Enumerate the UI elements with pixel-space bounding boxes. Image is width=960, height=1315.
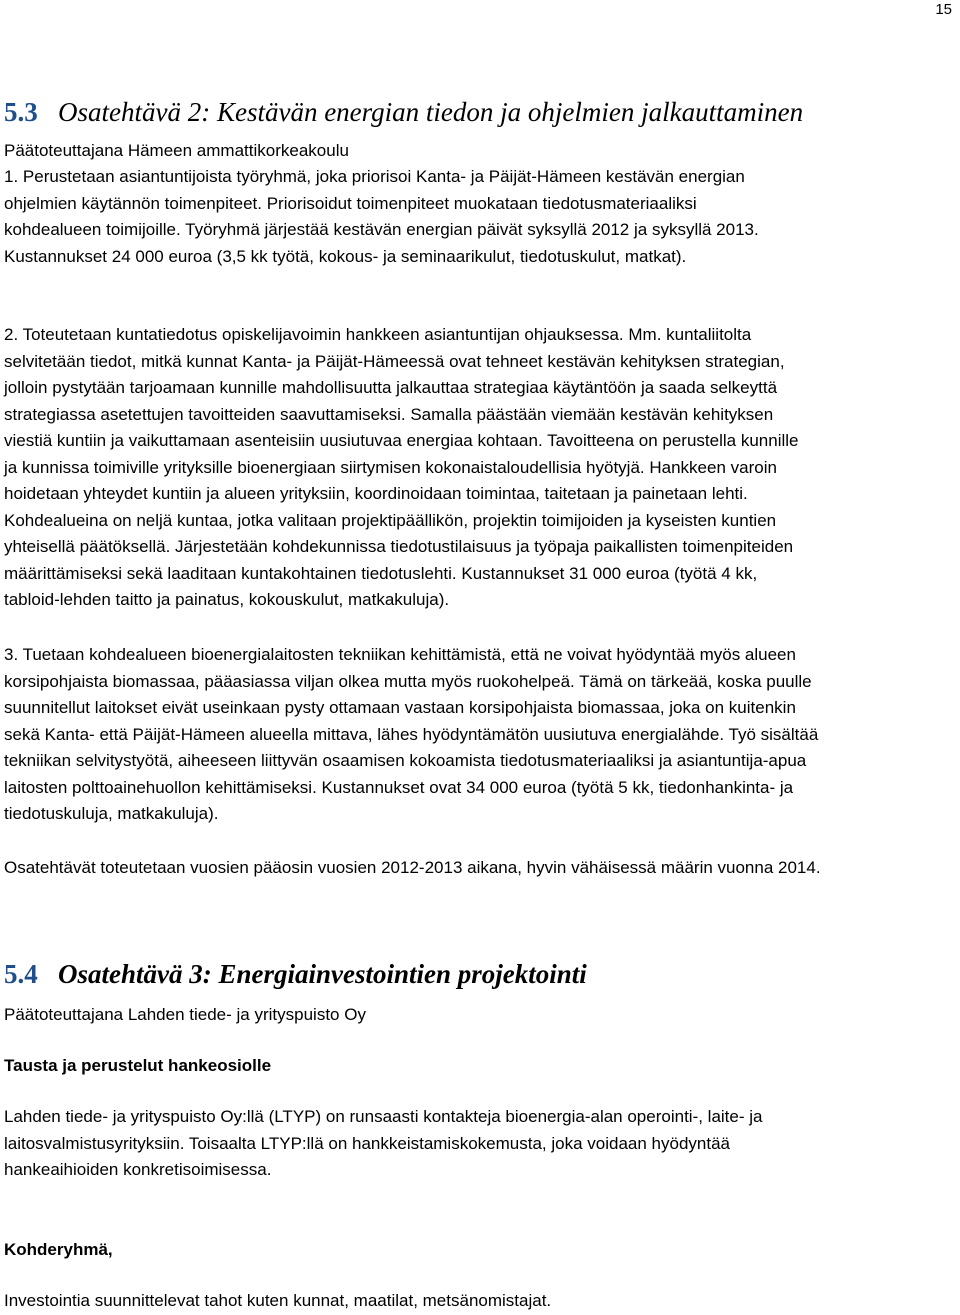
background-paragraph — [4, 1104, 960, 1184]
background-heading: Tausta ja perustelut hankeosiolle — [4, 1056, 272, 1075]
section-5-3-executor: Päätoteuttajana Hämeen ammattikorkeakoulu — [4, 141, 349, 160]
page-number: 15 — [935, 1, 952, 18]
paragraph-line: selvitetään tiedot, mitkä kunnat Kanta- ja Päijät-Hämeessä ovat tehneet kestävän kehityksen strategian, — [4, 351, 785, 371]
target-group-heading: Kohderyhmä, — [4, 1240, 113, 1259]
paragraph-line: 3. Tuetaan kohdealueen bioenergialaitosten tekniikan kehittämistä, että ne voivat hyödyntää myös alueen — [4, 645, 796, 664]
paragraph-line: tabloid-lehden taitto ja painatus, kokouskulut, matkakuluja). — [4, 590, 450, 609]
section-5-3-title: Osatehtävä 2: Kestävän energian tiedon ja ohjelmien jalkauttaminen — [58, 97, 804, 127]
section-5-3-heading — [4, 96, 803, 128]
paragraph-line: hoidetaan yhteydet kuntiin ja alueen yrityksiin, koordinoidaan toimintaa, taitetaan ja painetaan lehti. — [4, 484, 748, 503]
paragraph-line: ja kunnissa toimiville yrityksille bioenergiaan siirtymisen kokonaistaloudellisia hyötyjä. Hankkeen varoin — [4, 457, 777, 477]
paragraph-line: tekniikan selvitystyötä, aiheeseen liittyvän osaamisen kokoamista tiedotusmateriaaliksi ja asiantuntija-apua — [4, 751, 807, 770]
section-5-3-number: 5.3 — [4, 97, 38, 127]
section-5-3-item-3 — [4, 642, 960, 828]
target-group-text: Investointia suunnittelevat tahot kuten kunnat, maatilat, metsänomistajat. — [4, 1291, 552, 1310]
paragraph-line: Kohdealueina on neljä kuntaa, jotka valitaan projektipäällikön, projektin toimijoiden ja kyseisten kuntien — [4, 510, 777, 530]
paragraph-line: kohdealueen toimijoille. Työryhmä järjestää kestävän energian päivät syksyllä 2012 ja syksyllä 2013. — [4, 220, 759, 239]
paragraph-line: määrittämiseksi sekä laaditaan kuntakohtainen tiedotuslehti. Kustannukset 31 000 euroa (työtä 4 kk, — [4, 563, 758, 583]
paragraph-line: laitosvalmistusyrityksiin. Toisaalta LTYP:llä on hankkeistamiskokemusta, joka voidaan hyödyntää — [4, 1133, 730, 1153]
paragraph-line: jolloin pystytään tarjoamaan kunnille mahdollisuutta jalkauttaa strategiaa käytäntöön ja saada selkeyttä — [4, 378, 778, 397]
section-5-4-title: Osatehtävä 3: Energiainvestointien projektointi — [58, 959, 587, 989]
paragraph-line: 1. Perustetaan asiantuntijoista työryhmä, joka priorisoi Kanta- ja Päijät-Hämeen kestävän energian — [4, 167, 745, 186]
paragraph-line: tiedotuskuluja, matkakuluja). — [4, 804, 219, 823]
paragraph-line: korsipohjaista biomassaa, pääasiassa viljan olkea mutta myös ruokohelpeä. Tämä on tärkeää, koska puulle — [4, 671, 812, 691]
paragraph-line: strategiassa asetettujen tavoitteiden saavuttamiseksi. Samalla päästään viemään kestävän kehityksen — [4, 404, 774, 424]
section-5-4-executor: Päätoteuttajana Lahden tiede- ja yrityspuisto Oy — [4, 1005, 366, 1024]
section-5-3-summary: Osatehtävät toteutetaan vuosien pääosin vuosien 2012-2013 aikana, hyvin vähäisessä määrin vuonna 2014. — [4, 858, 821, 877]
paragraph-line: yhteisellä päätöksellä. Järjestetään kohdekunnissa tiedotustilaisuus ja työpaja paikallisten toimenpiteiden — [4, 537, 794, 556]
section-5-3-item-2 — [4, 322, 960, 614]
section-5-4-heading — [4, 958, 587, 990]
paragraph-line: laitosten polttoainehuollon kehittämiseksi. Kustannukset ovat 34 000 euroa (työtä 5 kk, tiedonhankinta- ja — [4, 777, 794, 797]
paragraph-line: viestiä kuntiin ja vaikuttamaan asenteisiin uusiutuvaa energiaa kohtaan. Tavoitteena on perustella kunnille — [4, 431, 799, 450]
paragraph-line: ohjelmien käytännön toimenpiteet. Priorisoidut toimenpiteet muokataan tiedotusmateriaaliksi — [4, 193, 697, 213]
paragraph-line: Lahden tiede- ja yrityspuisto Oy:llä (LTYP) on runsaasti kontakteja bioenergia-alan operointi-, laite- ja — [4, 1107, 763, 1126]
paragraph-line: sekä Kanta- että Päijät-Hämeen alueella mittava, lähes hyödyntämätön uusiutuva energialähde. Työ sisältää — [4, 724, 819, 744]
section-5-4-number: 5.4 — [4, 959, 38, 989]
paragraph-line: 2. Toteutetaan kuntatiedotus opiskelijavoimin hankkeen asiantuntijan ohjauksessa. Mm. kuntaliitolta — [4, 325, 752, 344]
paragraph-line: suunnitellut laitokset eivät useinkaan pysty ottamaan vastaan korsipohjaista biomassaa, joka on kuitenkin — [4, 698, 796, 717]
section-5-3-item-1 — [4, 164, 960, 270]
paragraph-line: Kustannukset 24 000 euroa (3,5 kk työtä, kokous- ja seminaarikulut, tiedotuskulut, matkat). — [4, 246, 687, 266]
paragraph-line: hankeaihioiden konkretisoimisessa. — [4, 1160, 272, 1179]
